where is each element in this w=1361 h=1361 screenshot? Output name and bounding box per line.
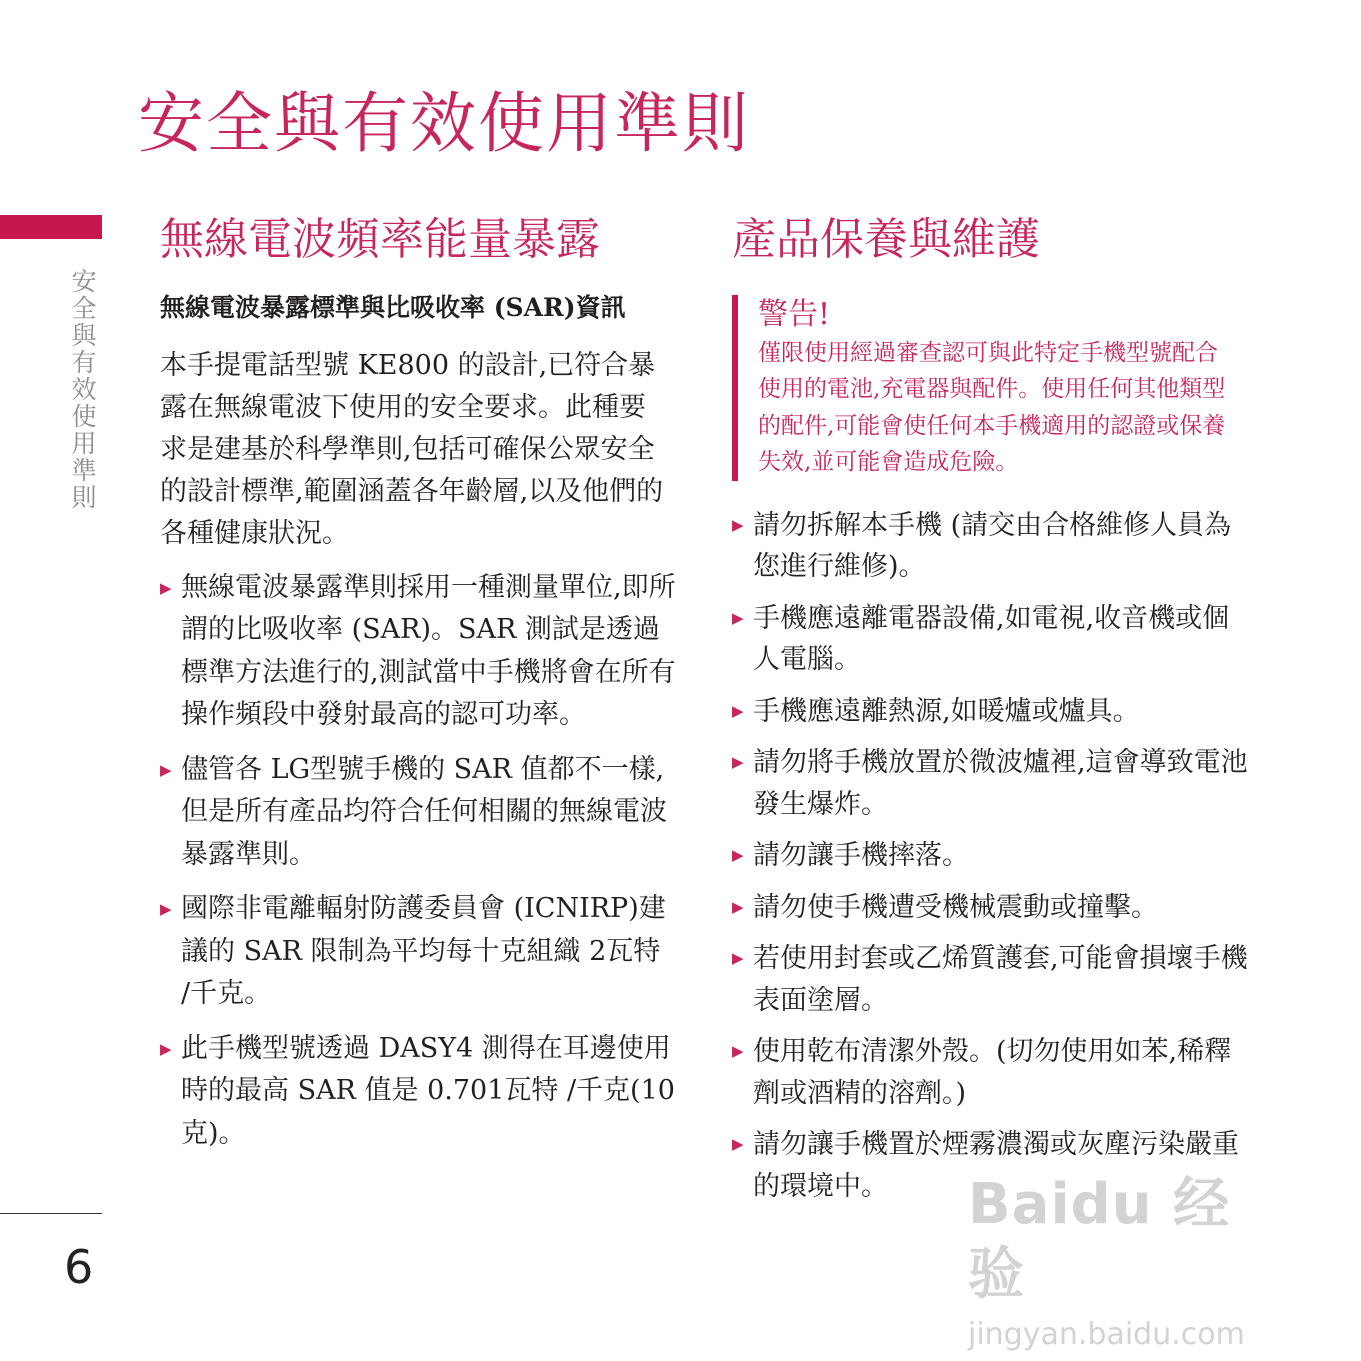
left-column [160,214,680,1167]
list-item: ▶ 無線電波暴露準則採用一種測量單位,即所謂的比吸收率 (SAR)。SAR 測試是透過標準方法進行的,測試當中手機將會在所有操作頻段中發射最高的認可功率。 [160,567,676,737]
list-item: ▶ 若使用封套或乙烯質護套,可能會損壞手機表面塗層。 [732,938,1248,1021]
sar-bullet-list [160,567,680,1156]
list-item: ▶ 請勿拆解本手機 (請交由合格維修人員為您進行維修)。 [732,505,1248,588]
page-title: 安全與有效使用準則 [138,85,750,162]
side-section-label: 安全與有效使用準則 [68,268,97,511]
baidu-watermark [968,1170,1278,1352]
care-bullet-list [732,505,1252,1208]
triangle-bullet-icon: ▶ [160,760,172,779]
triangle-bullet-icon: ▶ [160,1039,172,1058]
triangle-bullet-icon: ▶ [732,701,744,720]
triangle-bullet-icon: ▶ [732,1135,744,1154]
list-item: ▶ 手機應遠離電器設備,如電視,收音機或個人電腦。 [732,598,1248,681]
list-item: ▶ 請勿使手機遭受機械震動或撞擊。 [732,887,1248,929]
triangle-bullet-icon: ▶ [732,949,744,968]
triangle-bullet-icon: ▶ [732,897,744,916]
sar-subheading: 無線電波暴露標準與比吸收率 (SAR)資訊 [160,292,626,322]
triangle-bullet-icon: ▶ [732,1042,744,1061]
list-item: ▶ 國際非電離輻射防護委員會 (ICNIRP)建議的 SAR 限制為平均每十克組織 2瓦特 /千克。 [160,888,676,1016]
watermark-logo: Baidu 经验 [968,1172,1231,1307]
list-item: ▶ 使用乾布清潔外殼。(切勿使用如苯,稀釋劑或酒精的溶劑。) [732,1031,1248,1114]
triangle-bullet-icon: ▶ [160,578,172,597]
list-item: ▶ 請勿將手機放置於微波爐裡,這會導致電池發生爆炸。 [732,742,1248,825]
triangle-bullet-icon: ▶ [732,515,744,534]
warning-text: 僅限使用經過審查認可與此特定手機型號配合使用的電池,充電器與配件。使用任何其他類型的配件,可能會使任何本手機適用的認證或保養失效,並可能會造成危險。 [758,339,1226,476]
list-item: ▶ 請勿讓手機摔落。 [732,835,1248,877]
triangle-bullet-icon: ▶ [732,753,744,772]
list-item: ▶ 儘管各 LG型號手機的 SAR 值都不一樣,但是所有產品均符合任何相關的無線電波暴露準則。 [160,749,676,877]
triangle-bullet-icon: ▶ [732,846,744,865]
list-item: ▶ 請勿讓手機置於煙霧濃濁或灰塵污染嚴重的環境中。 [732,1124,1248,1207]
list-item: ▶ 手機應遠離熱源,如暖爐或爐具。 [732,691,1248,733]
page-number: 6 [64,1240,94,1294]
list-item: ▶ 此手機型號透過 DASY4 測得在耳邊使用時的最高 SAR 值是 0.701瓦特 /千克(10 克)。 [160,1028,676,1156]
warning-title: 警告! [758,296,831,332]
sar-intro-paragraph: 本手提電話型號 KE800 的設計,已符合暴露在無線電波下使用的安全要求。此種要求是建基於科學準則,包括可確保公眾安全的設計標準,範圍涵蓋各年齡層,以及他們的各種健康狀況。 [160,349,664,549]
footer-divider [0,1213,102,1214]
triangle-bullet-icon: ▶ [160,900,172,919]
section-title-rf-exposure: 無線電波頻率能量暴露 [160,214,600,265]
section-title-care: 產品保養與維護 [732,214,1040,265]
watermark-url: jingyan.baidu.com [968,1317,1245,1352]
triangle-bullet-icon: ▶ [732,608,744,627]
warning-box [732,295,1228,481]
side-accent-bar [0,215,102,239]
right-column [732,214,1252,1217]
